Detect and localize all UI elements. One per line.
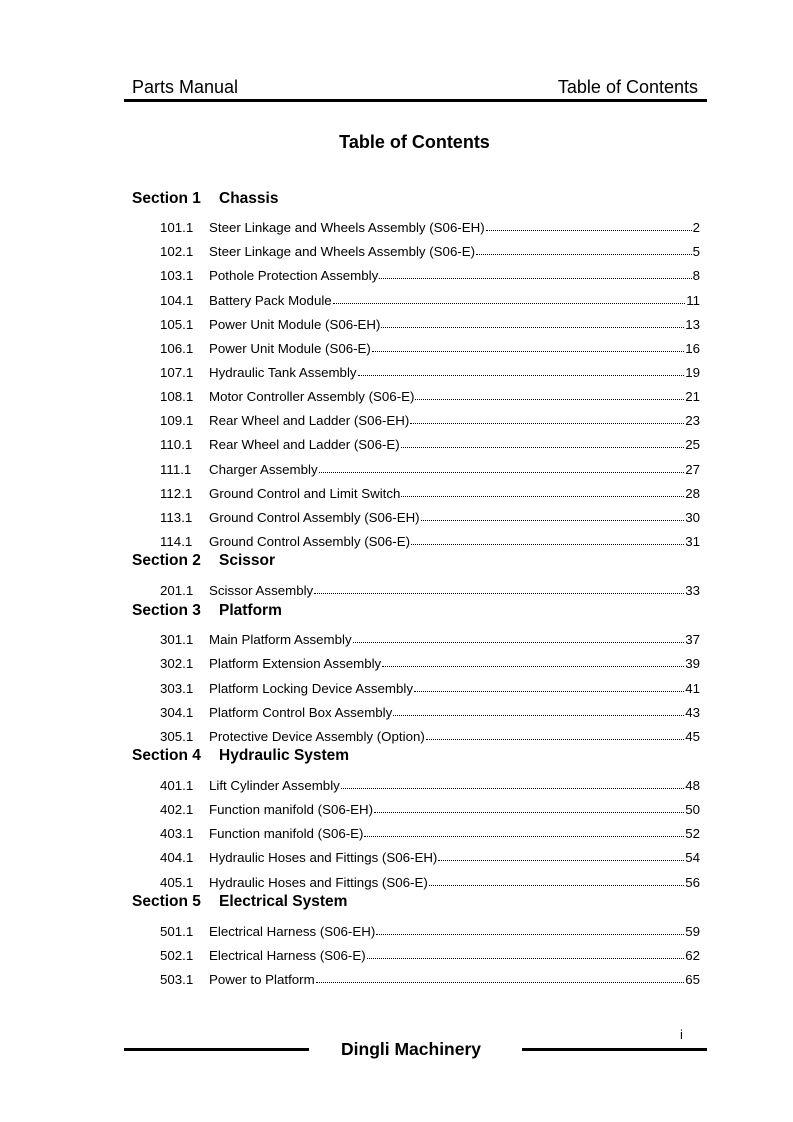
toc-entry[interactable] — [132, 671, 700, 695]
entry-title: Lift Cylinder Assembly — [209, 777, 340, 793]
toc-entry[interactable] — [132, 404, 700, 428]
entry-page: 19 — [685, 364, 700, 380]
dot-leader — [414, 691, 684, 692]
entry-title: Battery Pack Module — [209, 292, 332, 308]
entry-number: 502.1 — [160, 947, 194, 963]
section-number: Section 3 — [132, 601, 201, 619]
section-name: Scissor — [219, 552, 276, 570]
section-heading[interactable] — [132, 890, 700, 915]
entry-number: 111.1 — [160, 461, 192, 477]
dot-leader — [374, 812, 684, 813]
toc-entry[interactable] — [132, 647, 700, 671]
entry-page: 37 — [685, 632, 700, 648]
dot-leader — [486, 230, 692, 231]
dot-leader — [379, 278, 691, 279]
toc-entry[interactable] — [132, 841, 700, 865]
entry-page: 30 — [685, 509, 700, 525]
section-heading[interactable] — [132, 186, 700, 211]
dot-leader — [367, 958, 685, 959]
entry-number: 114.1 — [160, 533, 193, 549]
entry-number: 106.1 — [160, 340, 194, 356]
dot-leader — [476, 254, 692, 255]
entry-title: Charger Assembly — [209, 461, 318, 477]
table-of-contents — [132, 186, 700, 987]
page-number: i — [680, 1027, 683, 1042]
page-title: Table of Contents — [339, 132, 490, 152]
entry-page: 13 — [685, 316, 700, 332]
entry-number: 112.1 — [160, 485, 193, 501]
entry-number: 503.1 — [160, 971, 194, 987]
toc-entry[interactable] — [132, 380, 700, 404]
section-number: Section 5 — [132, 893, 201, 911]
toc-entry[interactable] — [132, 623, 700, 647]
toc-entry[interactable] — [132, 452, 700, 476]
entry-number: 201.1 — [160, 583, 194, 599]
dot-leader — [401, 447, 685, 448]
dot-leader — [429, 885, 684, 886]
toc-entry[interactable] — [132, 696, 700, 720]
entry-title: Function manifold (S06-EH) — [209, 802, 374, 818]
entry-page: 52 — [685, 826, 700, 842]
entry-page: 62 — [685, 947, 700, 963]
entry-number: 108.1 — [160, 389, 194, 405]
entry-number: 113.1 — [160, 509, 193, 525]
dot-leader — [393, 715, 684, 716]
toc-entry[interactable] — [132, 817, 700, 841]
entry-title: Ground Control and Limit Switch — [209, 485, 401, 501]
entry-title: Function manifold (S06-E) — [209, 826, 364, 842]
entry-number: 102.1 — [160, 244, 194, 260]
entry-number: 402.1 — [160, 802, 194, 818]
entry-number: 303.1 — [160, 680, 194, 696]
section-name: Hydraulic System — [219, 747, 350, 765]
entry-page: 5 — [692, 244, 700, 260]
entry-title: Hydraulic Tank Assembly — [209, 364, 357, 380]
entry-page: 41 — [685, 680, 700, 696]
entry-title: Rear Wheel and Ladder (S06-E) — [209, 437, 400, 453]
dot-leader — [372, 351, 684, 352]
entry-title: Power Unit Module (S06-EH) — [209, 316, 381, 332]
toc-entry[interactable] — [132, 939, 700, 963]
toc-entry[interactable] — [132, 259, 700, 283]
dot-leader — [353, 642, 685, 643]
entry-page: 16 — [685, 340, 700, 356]
entry-number: 109.1 — [160, 413, 194, 429]
toc-entry[interactable] — [132, 793, 700, 817]
entry-number: 403.1 — [160, 826, 194, 842]
entry-page: 59 — [685, 923, 700, 939]
toc-entry[interactable] — [132, 963, 700, 987]
toc-entry[interactable] — [132, 356, 700, 380]
toc-entry[interactable] — [132, 477, 700, 501]
entry-title: Platform Extension Assembly — [209, 656, 382, 672]
dot-leader — [410, 423, 684, 424]
dot-leader — [376, 934, 684, 935]
entry-page: 27 — [685, 461, 700, 477]
entry-number: 304.1 — [160, 704, 194, 720]
section-name: Electrical System — [219, 893, 348, 911]
entry-title: Motor Controller Assembly (S06-E) — [209, 389, 415, 405]
entry-page: 2 — [692, 220, 700, 236]
toc-entry[interactable] — [132, 501, 700, 525]
section-name: Chassis — [219, 189, 279, 207]
dot-leader — [438, 860, 684, 861]
entry-title: Main Platform Assembly — [209, 632, 352, 648]
entry-number: 405.1 — [160, 874, 194, 890]
entry-page: 25 — [685, 437, 700, 453]
entry-number: 105.1 — [160, 316, 194, 332]
dot-leader — [314, 593, 684, 594]
entry-number: 302.1 — [160, 656, 194, 672]
entry-page: 43 — [685, 704, 700, 720]
toc-entry[interactable] — [132, 428, 700, 452]
toc-entry[interactable] — [132, 211, 700, 235]
entry-title: Scissor Assembly — [209, 583, 314, 599]
entry-page: 21 — [685, 389, 700, 405]
section-number: Section 1 — [132, 189, 201, 207]
entry-title: Steer Linkage and Wheels Assembly (S06-EH) — [209, 220, 485, 236]
entry-title: Hydraulic Hoses and Fittings (S06-E) — [209, 874, 428, 890]
entry-title: Hydraulic Hoses and Fittings (S06-EH) — [209, 850, 438, 866]
entry-number: 301.1 — [160, 632, 194, 648]
entry-number: 501.1 — [160, 923, 194, 939]
entry-page: 33 — [685, 583, 700, 599]
entry-title: Platform Locking Device Assembly — [209, 680, 413, 696]
dot-leader — [415, 399, 684, 400]
toc-entry[interactable] — [132, 283, 700, 307]
toc-entry[interactable] — [132, 332, 700, 356]
toc-entry[interactable] — [132, 574, 700, 598]
section-number: Section 4 — [132, 747, 201, 765]
entry-number: 107.1 — [160, 364, 194, 380]
entry-page: 45 — [685, 728, 700, 744]
footer-company: Dingli Machinery — [341, 1039, 482, 1059]
section-number: Section 2 — [132, 552, 201, 570]
entry-page: 8 — [692, 268, 700, 284]
dot-leader — [364, 836, 684, 837]
toc-entry[interactable] — [132, 308, 700, 332]
entry-title: Ground Control Assembly (S06-E) — [209, 533, 411, 549]
entry-title: Protective Device Assembly (Option) — [209, 728, 425, 744]
entry-page: 31 — [685, 533, 700, 549]
entry-title: Electrical Harness (S06-EH) — [209, 923, 376, 939]
entry-number: 110.1 — [160, 437, 193, 453]
entry-number: 101.1 — [160, 220, 194, 236]
entry-title: Pothole Protection Assembly — [209, 268, 379, 284]
toc-entry[interactable] — [132, 235, 700, 259]
section-heading[interactable] — [132, 598, 700, 623]
dot-leader — [382, 666, 684, 667]
entry-number: 401.1 — [160, 777, 194, 793]
header-section-title: Table of Contents — [557, 77, 698, 97]
toc-entry[interactable] — [132, 865, 700, 889]
entry-title: Ground Control Assembly (S06-EH) — [209, 509, 420, 525]
dot-leader — [341, 788, 684, 789]
dot-leader — [319, 472, 685, 473]
header-rule — [124, 99, 707, 102]
dot-leader — [411, 544, 684, 545]
dot-leader — [316, 982, 685, 983]
entry-page: 48 — [685, 777, 700, 793]
section-heading[interactable] — [132, 744, 700, 769]
entry-page: 23 — [685, 413, 700, 429]
entry-page: 39 — [685, 656, 700, 672]
entry-number: 404.1 — [160, 850, 194, 866]
dot-leader — [426, 739, 684, 740]
dot-leader — [381, 327, 684, 328]
footer-rule-left — [124, 1048, 309, 1051]
header-manual-title: Parts Manual — [132, 77, 239, 97]
section-heading[interactable] — [132, 549, 700, 574]
entry-title: Electrical Harness (S06-E) — [209, 947, 366, 963]
footer-rule-right — [522, 1048, 707, 1051]
dot-leader — [358, 375, 685, 376]
entry-page: 11 — [686, 292, 700, 308]
entry-page: 56 — [685, 874, 700, 890]
section-name: Platform — [219, 601, 282, 619]
entry-number: 305.1 — [160, 728, 194, 744]
entry-title: Platform Control Box Assembly — [209, 704, 393, 720]
entry-title: Rear Wheel and Ladder (S06-EH) — [209, 413, 410, 429]
entry-page: 28 — [685, 485, 700, 501]
dot-leader — [421, 520, 685, 521]
toc-entry[interactable] — [132, 720, 700, 744]
dot-leader — [333, 303, 686, 304]
dot-leader — [401, 496, 684, 497]
toc-entry[interactable] — [132, 769, 700, 793]
entry-title: Power to Platform — [209, 971, 315, 987]
entry-page: 54 — [685, 850, 700, 866]
entry-number: 103.1 — [160, 268, 194, 284]
toc-entry[interactable] — [132, 915, 700, 939]
entry-page: 65 — [685, 971, 700, 987]
entry-title: Power Unit Module (S06-E) — [209, 340, 371, 356]
entry-page: 50 — [685, 802, 700, 818]
entry-title: Steer Linkage and Wheels Assembly (S06-E) — [209, 244, 476, 260]
toc-entry[interactable] — [132, 525, 700, 549]
entry-number: 104.1 — [160, 292, 194, 308]
